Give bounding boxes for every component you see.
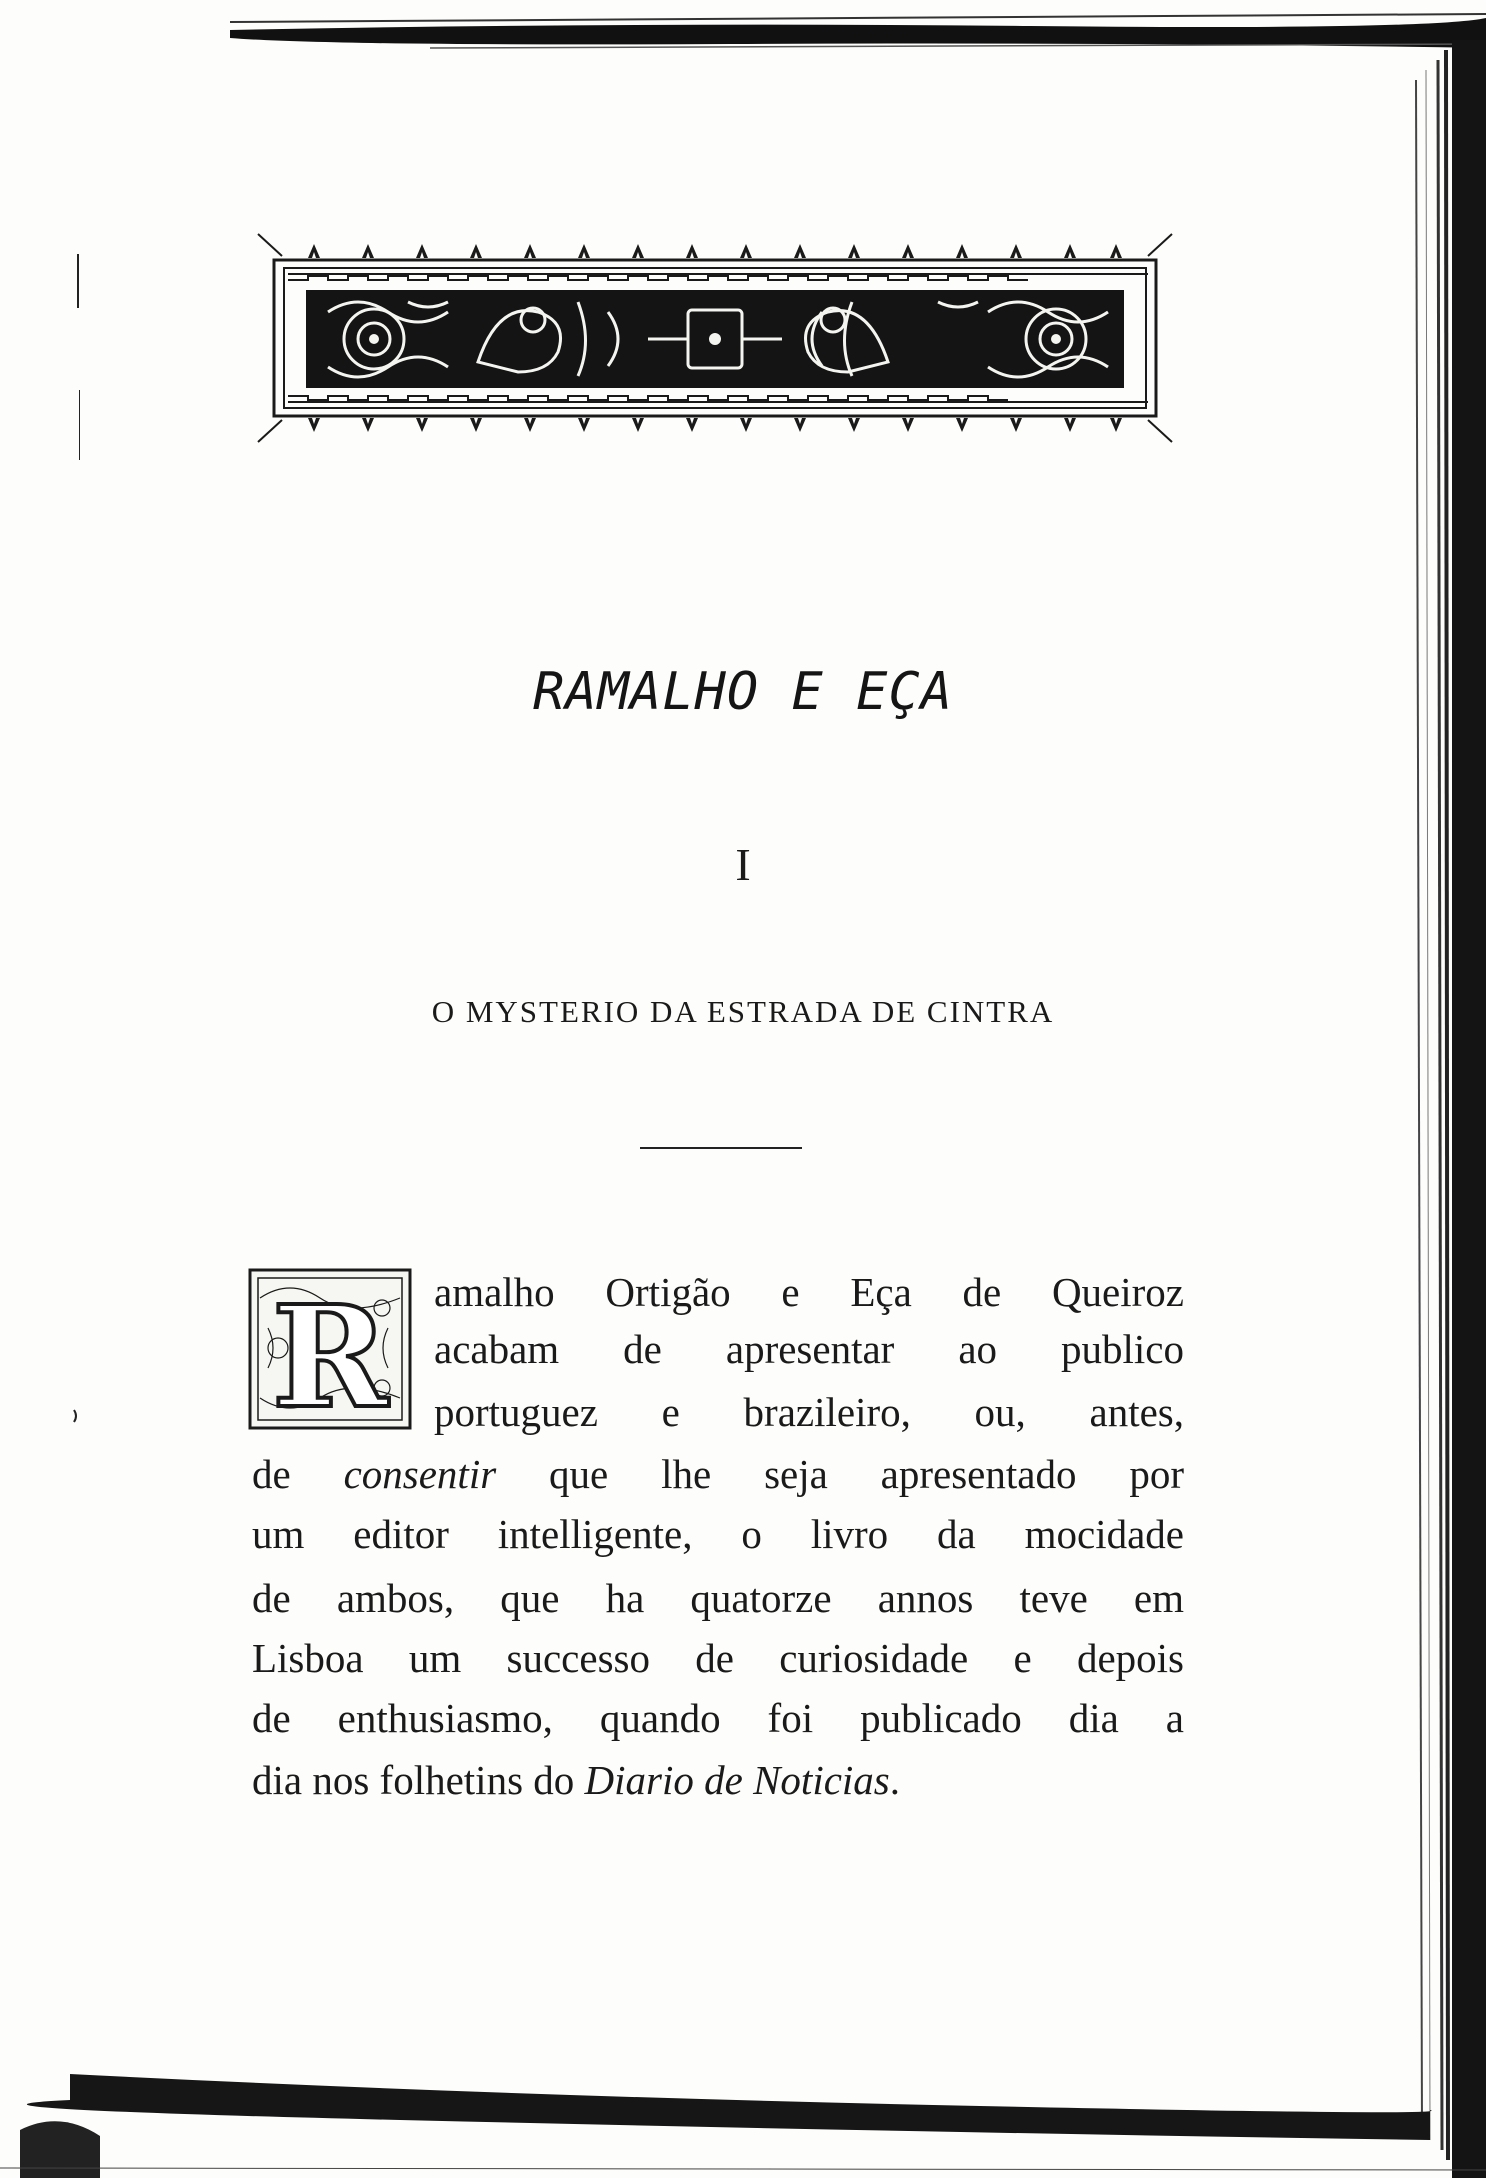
- paragraph-line-5: um editor intelligente, o livro da mocidade: [252, 1511, 1184, 1557]
- paragraph-line-7: Lisboa um successo de curiosidade e depois: [252, 1635, 1184, 1681]
- decorative-header-band: [248, 222, 1182, 454]
- paragraph-line-6: de ambos, que ha quatorze annos teve em: [252, 1575, 1184, 1621]
- paragraph-line-1: amalho Ortigão e Eça de Queiroz: [434, 1269, 1184, 1315]
- paragraph-line-9-end: .: [889, 1757, 900, 1803]
- paragraph-line-9: [252, 1756, 1184, 1804]
- paragraph-line-4: [252, 1450, 1184, 1498]
- svg-text:R: R: [271, 1276, 389, 1430]
- page-right-edge: [1408, 40, 1486, 2178]
- paragraph-line-8: de enthusiasmo, quando foi publicado dia a: [252, 1695, 1184, 1741]
- page-left-marks: [60, 230, 80, 1830]
- dropcap-r-initial: [248, 1268, 412, 1430]
- emphasis-diario-de-noticias: Diario de Noticias: [584, 1757, 890, 1803]
- paragraph-line-9-start: dia nos folhetins do: [252, 1757, 585, 1803]
- chapter-number: I: [735, 839, 751, 890]
- paragraph-line-4-start: de: [252, 1451, 344, 1497]
- section-rule: [640, 1147, 802, 1149]
- book-title: RAMALHO E EÇA: [533, 662, 953, 722]
- emphasis-consentir: consentir: [343, 1451, 497, 1497]
- page-bottom-edge: [0, 2040, 1486, 2178]
- paragraph-line-3: portuguez e brazileiro, ou, antes,: [434, 1389, 1184, 1435]
- chapter-title: O MYSTERIO DA ESTRADA DE CINTRA: [431, 994, 1055, 1029]
- page-top-edge: [230, 8, 1486, 54]
- paragraph-line-2: acabam de apresentar ao publico: [434, 1326, 1184, 1372]
- paragraph-line-4-end: que lhe seja apresentado por: [496, 1451, 1184, 1497]
